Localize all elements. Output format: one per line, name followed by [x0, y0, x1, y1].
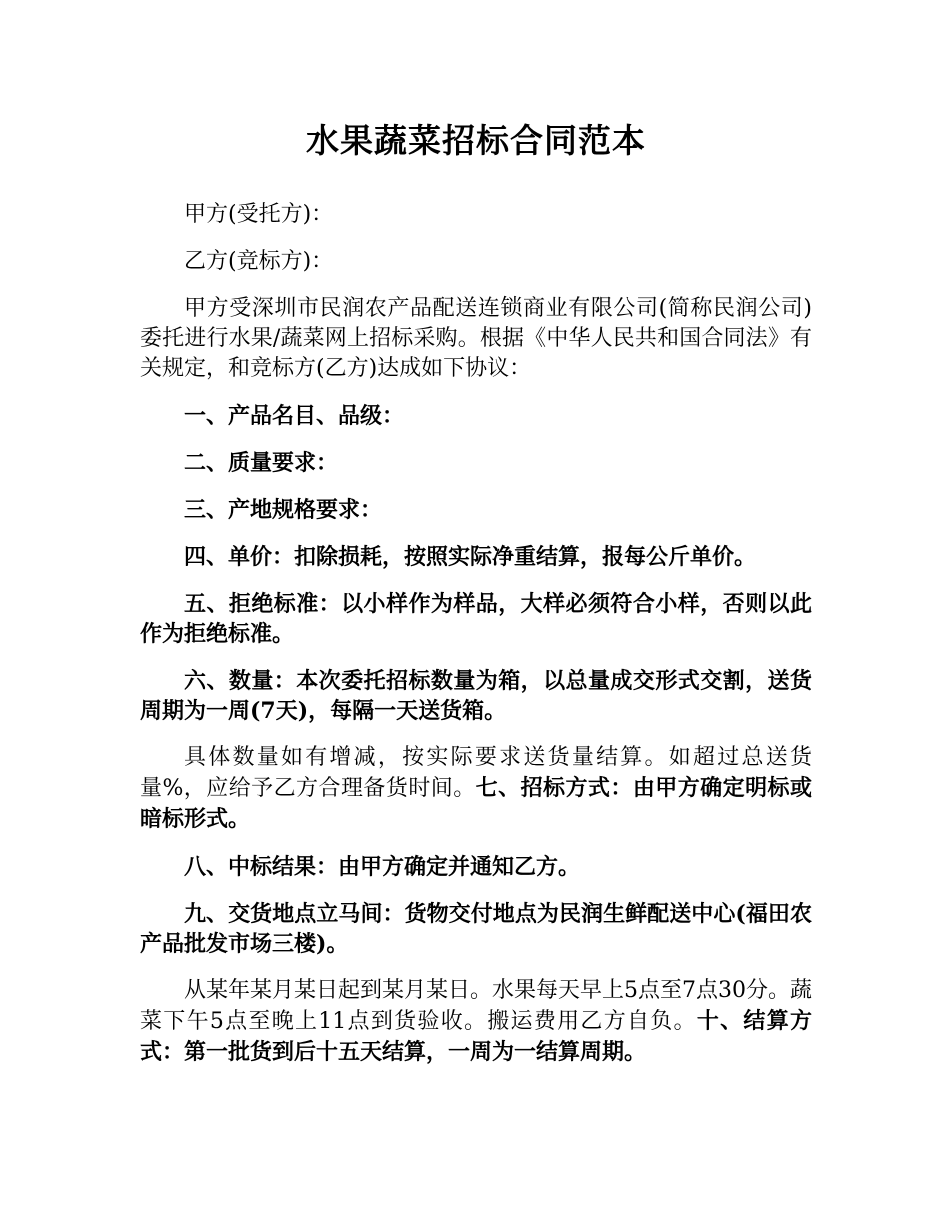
delivery-time-paragraph — [140, 976, 812, 1068]
quantity-adjustment-paragraph — [140, 743, 812, 835]
section-8-bid-result: 八、中标结果：由甲方确定并通知乙方。 — [184, 854, 581, 880]
section-5-rejection-standard: 五、拒绝标准：以小样作为样品，大样必须符合小样，否则以此作为拒绝标准。 — [140, 591, 812, 647]
section-10-settlement: 十、结算方式：第一批货到后十五天结算，一周为一结算周期。 — [140, 1008, 812, 1065]
party-a-line: 甲方(受托方)： — [184, 202, 334, 227]
quantity-adjustment-text: 具体数量如有增减，按实际要求送货量结算。如超过总送货量%，应给予乙方合理备货时间。 — [140, 745, 812, 801]
document-page — [140, 118, 812, 1068]
delivery-time-text: 从某年某月某日起到某月某日。水果每天早上5点至7点30分。蔬菜下午5点至晚上11点到货验收。搬运费用乙方自负。 — [140, 978, 812, 1034]
section-1-heading: 一、产品名目、品级： — [184, 403, 405, 429]
section-6-quantity: 六、数量：本次委托招标数量为箱，以总量成交形式交割，送货周期为一周(7天)，每隔一天送货箱。 — [140, 668, 812, 724]
section-3-heading: 三、产地规格要求： — [184, 497, 383, 523]
section-4-unit-price: 四、单价：扣除损耗，按照实际净重结算，报每公斤单价。 — [184, 544, 757, 570]
section-7-bidding-method: 七、招标方式：由甲方确定明标或暗标形式。 — [140, 775, 812, 832]
section-9-delivery-location: 九、交货地点立马间：货物交付地点为民润生鲜配送中心(福田农产品批发市场三楼)。 — [140, 901, 812, 957]
section-2-heading: 二、质量要求： — [184, 450, 339, 476]
party-b-line: 乙方(竞标方)： — [184, 249, 334, 274]
intro-paragraph: 甲方受深圳市民润农产品配送连锁商业有限公司(简称民润公司)委托进行水果/蔬菜网上招标采购。根据《中华人民共和国合同法》有关规定，和竞标方(乙方)达成如下协议： — [140, 296, 812, 381]
document-title: 水果蔬菜招标合同范本 — [306, 121, 646, 160]
